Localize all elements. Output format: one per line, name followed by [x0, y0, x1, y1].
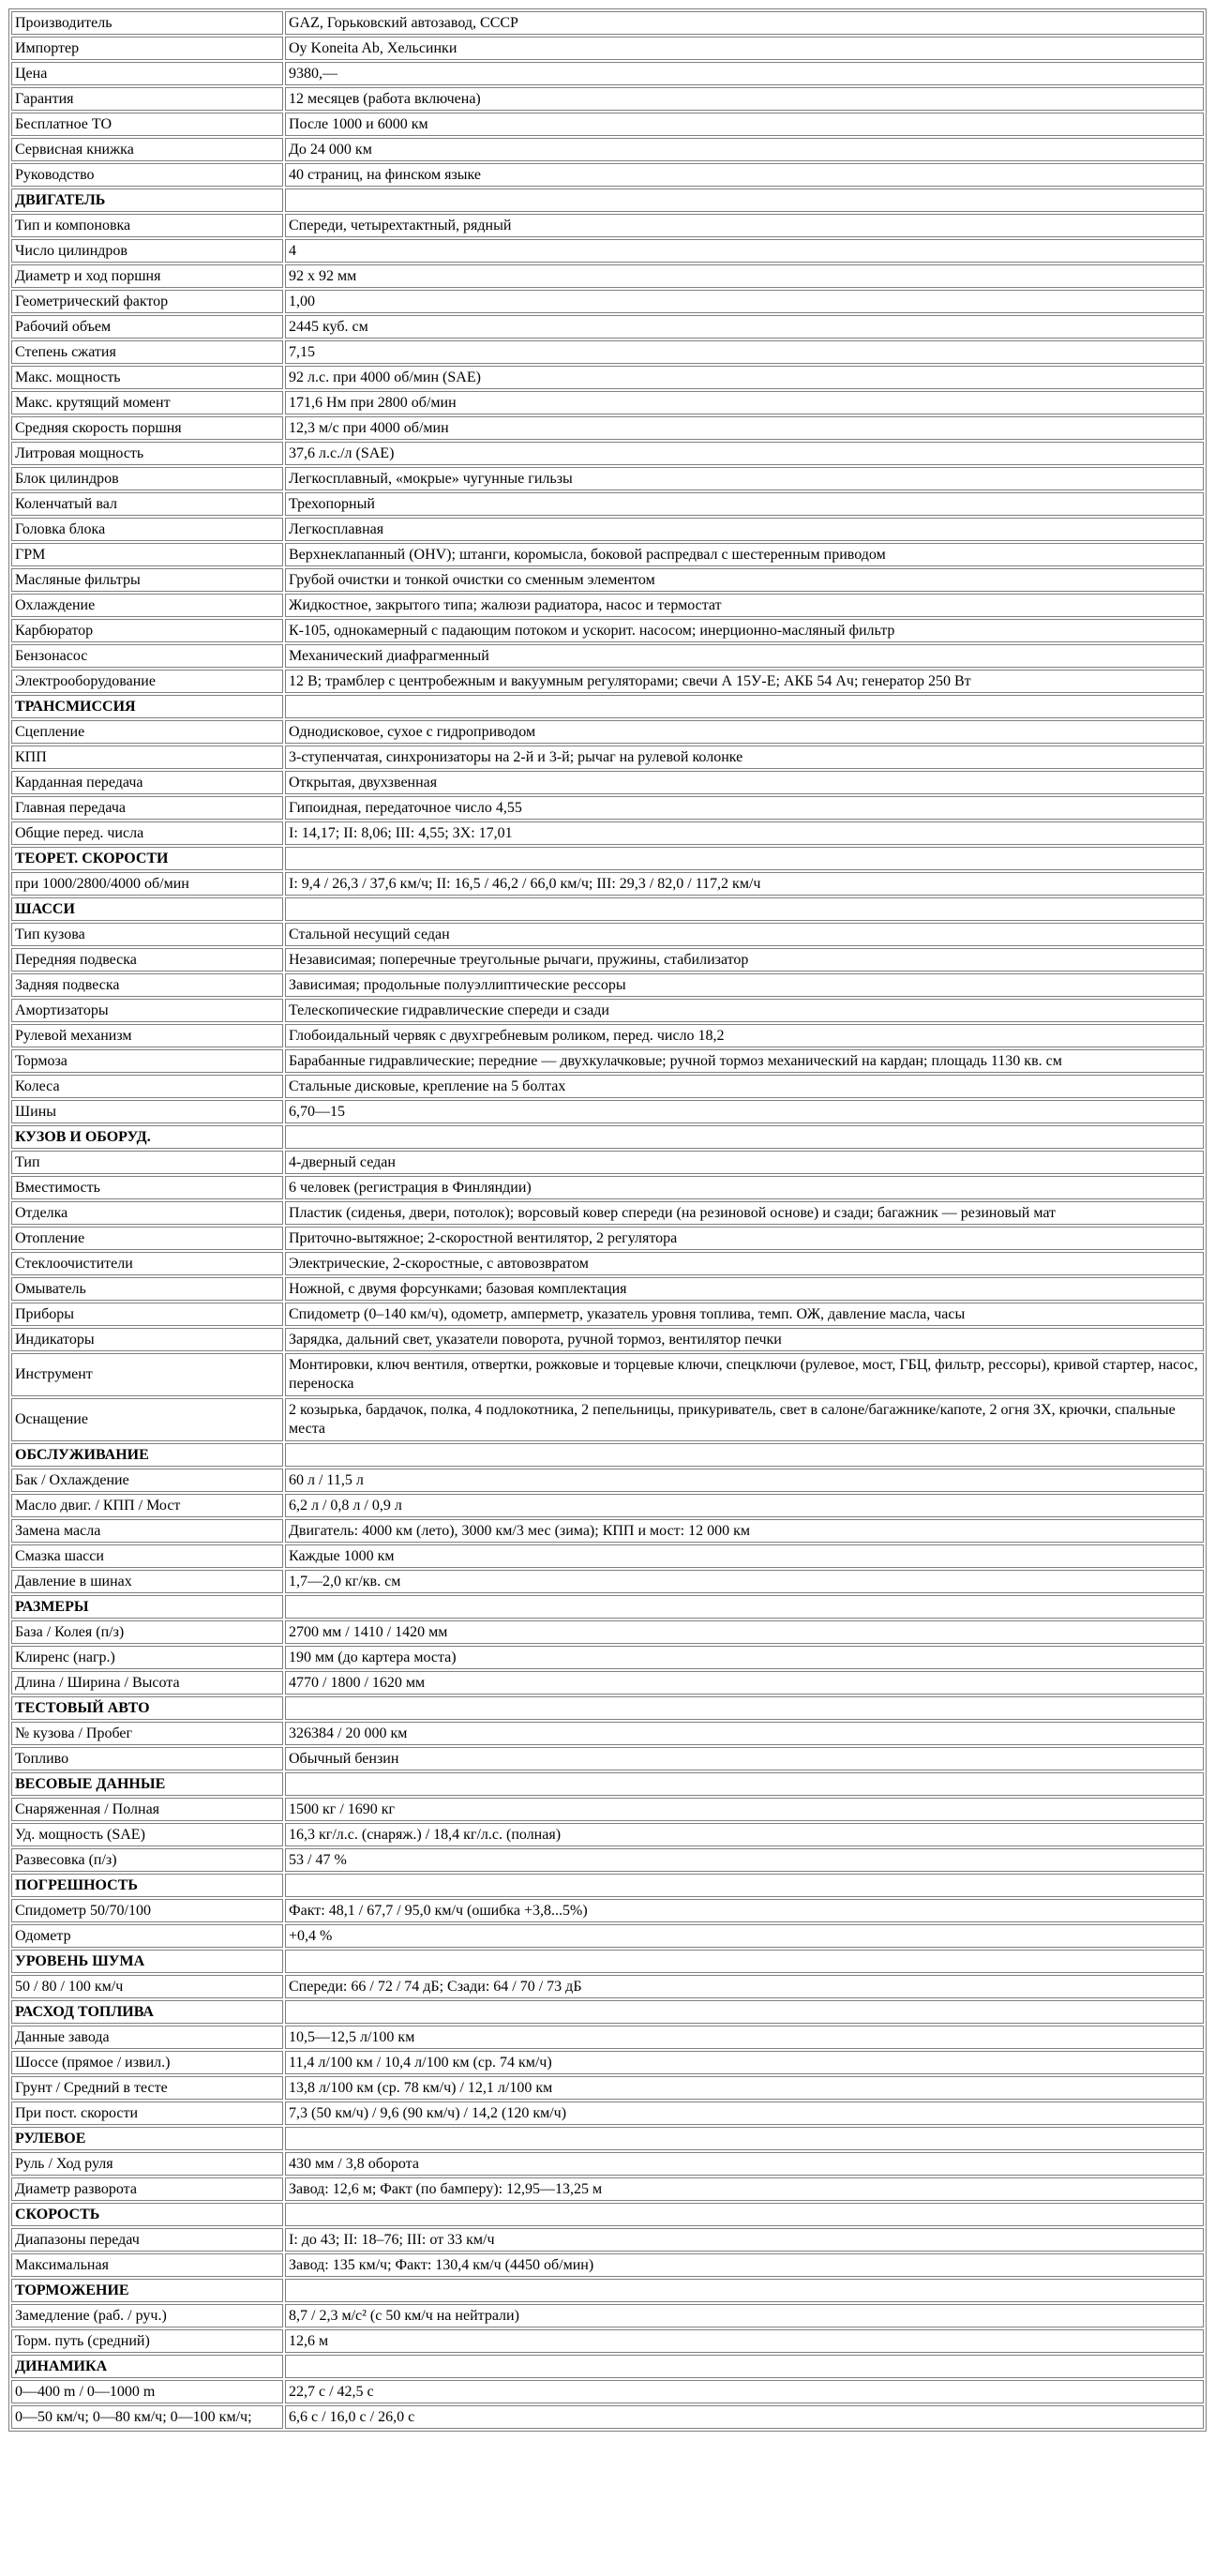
spec-value: I: 9,4 / 26,3 / 37,6 км/ч; II: 16,5 / 46,2 / 66,0 км/ч; III: 29,3 / 82,0 / 117,2 км/ч	[285, 872, 1204, 896]
spec-value: После 1000 и 6000 км	[285, 113, 1204, 136]
spec-label: Шоссе (прямое / извил.)	[11, 2051, 283, 2074]
spec-value: Однодисковое, сухое с гидроприводом	[285, 720, 1204, 744]
table-row	[11, 1201, 1204, 1225]
spec-value: 4-дверный седан	[285, 1151, 1204, 1174]
spec-label: Максимальная	[11, 2253, 283, 2277]
table-row	[11, 1975, 1204, 1998]
table-row	[11, 138, 1204, 161]
spec-label: Бензонасос	[11, 644, 283, 668]
table-row	[11, 340, 1204, 364]
section-heading: ТОРМОЖЕНИЕ	[11, 2279, 283, 2302]
spec-value: 6,6 с / 16,0 с / 26,0 с	[285, 2405, 1204, 2429]
table-row	[11, 1151, 1204, 1174]
spec-label: Геометрический фактор	[11, 290, 283, 313]
section-row	[11, 1950, 1204, 1973]
spec-label: Грунт / Средний в тесте	[11, 2076, 283, 2100]
section-heading: СКОРОСТЬ	[11, 2203, 283, 2226]
spec-value	[285, 1696, 1204, 1720]
spec-label: Шины	[11, 1100, 283, 1123]
table-row	[11, 1848, 1204, 1872]
spec-label: Рабочий объем	[11, 315, 283, 339]
spec-value	[285, 1595, 1204, 1619]
spec-value: Завод: 135 км/ч; Факт: 130,4 км/ч (4450 об/мин)	[285, 2253, 1204, 2277]
table-row	[11, 2101, 1204, 2125]
section-row	[11, 1874, 1204, 1897]
section-row	[11, 2279, 1204, 2302]
table-row	[11, 518, 1204, 541]
spec-value: 2 козырька, бардачок, полка, 4 подлокотника, 2 пепельницы, прикуриватель, свет в салоне/багажнике/капоте, 2 огня ЗХ, крючки, спальные места	[285, 1398, 1204, 1441]
table-row	[11, 2177, 1204, 2201]
spec-label: Одометр	[11, 1924, 283, 1948]
table-row	[11, 1469, 1204, 1492]
section-heading: ПОГРЕШНОСТЬ	[11, 1874, 283, 1897]
table-row	[11, 746, 1204, 769]
spec-value: 22,7 с / 42,5 с	[285, 2380, 1204, 2403]
spec-label: Руль / Ход руля	[11, 2152, 283, 2176]
table-row	[11, 391, 1204, 414]
spec-value: 53 / 47 %	[285, 1848, 1204, 1872]
table-row	[11, 1398, 1204, 1441]
spec-table-body	[11, 11, 1204, 2429]
section-row	[11, 2203, 1204, 2226]
spec-label: Оснащение	[11, 1398, 283, 1441]
spec-label: Макс. крутящий момент	[11, 391, 283, 414]
table-row	[11, 1823, 1204, 1846]
spec-value: 171,6 Нм при 2800 об/мин	[285, 391, 1204, 414]
spec-label: Охлаждение	[11, 594, 283, 617]
spec-value: Пластик (сиденья, двери, потолок); ворсовый ковер спереди (на резиновой основе) и сзади; багажник — резиновый мат	[285, 1201, 1204, 1225]
table-row	[11, 239, 1204, 263]
table-row	[11, 87, 1204, 111]
spec-label: Данные завода	[11, 2026, 283, 2049]
spec-label: Средняя скорость поршня	[11, 416, 283, 440]
spec-value	[285, 1874, 1204, 1897]
spec-label: Отделка	[11, 1201, 283, 1225]
spec-value: 12 месяцев (работа включена)	[285, 87, 1204, 111]
table-row	[11, 315, 1204, 339]
table-row	[11, 1646, 1204, 1669]
spec-label: Макс. мощность	[11, 366, 283, 389]
spec-value: Приточно-вытяжное; 2-скоростной вентилятор, 2 регулятора	[285, 1227, 1204, 1250]
spec-value: Электрические, 2-скоростные, с автовозвратом	[285, 1252, 1204, 1275]
table-row	[11, 821, 1204, 845]
spec-value	[285, 2279, 1204, 2302]
spec-label: Карбюратор	[11, 619, 283, 642]
spec-value: 16,3 кг/л.с. (снаряж.) / 18,4 кг/л.с. (полная)	[285, 1823, 1204, 1846]
spec-table	[8, 8, 1207, 2432]
spec-label: Тормоза	[11, 1049, 283, 1073]
section-row	[11, 1696, 1204, 1720]
spec-label: ГРМ	[11, 543, 283, 566]
spec-label: Импортер	[11, 37, 283, 60]
table-row	[11, 2253, 1204, 2277]
spec-value: Трехопорный	[285, 492, 1204, 516]
spec-value: 1500 кг / 1690 кг	[285, 1798, 1204, 1821]
spec-label: Бесплатное ТО	[11, 113, 283, 136]
table-row	[11, 1722, 1204, 1745]
spec-label: Амортизаторы	[11, 999, 283, 1022]
spec-label: Главная передача	[11, 796, 283, 820]
section-row	[11, 695, 1204, 718]
section-heading: ТЕСТОВЫЙ АВТО	[11, 1696, 283, 1720]
section-heading: ДИНАМИКА	[11, 2355, 283, 2378]
spec-value: 1,00	[285, 290, 1204, 313]
spec-label: Электрооборудование	[11, 670, 283, 693]
spec-value: 92 x 92 мм	[285, 264, 1204, 288]
table-row	[11, 796, 1204, 820]
spec-value	[285, 2203, 1204, 2226]
spec-value	[285, 1772, 1204, 1796]
spec-value: I: 14,17; II: 8,06; III: 4,55; ЗХ: 17,01	[285, 821, 1204, 845]
spec-label: Коленчатый вал	[11, 492, 283, 516]
spec-label: Топливо	[11, 1747, 283, 1770]
spec-value: Жидкостное, закрытого типа; жалюзи радиатора, насос и термостат	[285, 594, 1204, 617]
table-row	[11, 1176, 1204, 1199]
spec-value: Глобоидальный червяк с двухгребневым роликом, перед. число 18,2	[285, 1024, 1204, 1047]
spec-value: Механический диафрагменный	[285, 644, 1204, 668]
spec-label: Сцепление	[11, 720, 283, 744]
table-row	[11, 2228, 1204, 2252]
spec-label: Масляные фильтры	[11, 568, 283, 592]
section-row	[11, 188, 1204, 212]
table-row	[11, 720, 1204, 744]
table-row	[11, 543, 1204, 566]
spec-label: 0—400 m / 0—1000 m	[11, 2380, 283, 2403]
section-row	[11, 1125, 1204, 1149]
spec-value: GAZ, Горьковский автозавод, СССР	[285, 11, 1204, 35]
spec-label: Индикаторы	[11, 1328, 283, 1351]
section-row	[11, 1443, 1204, 1467]
spec-label: Приборы	[11, 1303, 283, 1326]
table-row	[11, 999, 1204, 1022]
section-row	[11, 1595, 1204, 1619]
table-row	[11, 948, 1204, 972]
spec-value	[285, 2000, 1204, 2024]
spec-value: Зависимая; продольные полуэллиптические рессоры	[285, 973, 1204, 997]
spec-value: Факт: 48,1 / 67,7 / 95,0 км/ч (ошибка +3,8...5%)	[285, 1899, 1204, 1922]
table-row	[11, 2076, 1204, 2100]
spec-label: Бак / Охлаждение	[11, 1469, 283, 1492]
spec-value: 13,8 л/100 км (ср. 78 км/ч) / 12,1 л/100 км	[285, 2076, 1204, 2100]
spec-value: 3-ступенчатая, синхронизаторы на 2-й и 3-й; рычаг на рулевой колонке	[285, 746, 1204, 769]
spec-value: Стальные дисковые, крепление на 5 болтах	[285, 1075, 1204, 1098]
spec-value	[285, 695, 1204, 718]
table-row	[11, 1277, 1204, 1301]
table-row	[11, 416, 1204, 440]
spec-value: Монтировки, ключ вентиля, отвертки, рожковые и торцевые ключи, спецключи (рулевое, мост, ГБЦ, фильтр, рессоры), кривой стартер, насос, переноска	[285, 1353, 1204, 1396]
spec-label: Торм. путь (средний)	[11, 2329, 283, 2353]
spec-value: 1,7—2,0 кг/кв. см	[285, 1570, 1204, 1593]
spec-value: Независимая; поперечные треугольные рычаги, пружины, стабилизатор	[285, 948, 1204, 972]
spec-label: Масло двиг. / КПП / Мост	[11, 1494, 283, 1517]
spec-value: 7,3 (50 км/ч) / 9,6 (90 км/ч) / 14,2 (120 км/ч)	[285, 2101, 1204, 2125]
spec-label: Стеклоочистители	[11, 1252, 283, 1275]
spec-value: Зарядка, дальний свет, указатели поворота, ручной тормоз, вентилятор печки	[285, 1328, 1204, 1351]
table-row	[11, 163, 1204, 187]
table-row	[11, 670, 1204, 693]
table-row	[11, 366, 1204, 389]
spec-label: Тип кузова	[11, 923, 283, 946]
spec-value: 10,5—12,5 л/100 км	[285, 2026, 1204, 2049]
section-row	[11, 847, 1204, 870]
table-row	[11, 11, 1204, 35]
spec-label: Замедление (раб. / руч.)	[11, 2304, 283, 2327]
table-row	[11, 1494, 1204, 1517]
table-row	[11, 568, 1204, 592]
spec-label: Уд. мощность (SAE)	[11, 1823, 283, 1846]
spec-value: 6,70—15	[285, 1100, 1204, 1123]
section-heading: ДВИГАТЕЛЬ	[11, 188, 283, 212]
spec-label: Снаряженная / Полная	[11, 1798, 283, 1821]
section-row	[11, 897, 1204, 921]
spec-value	[285, 2355, 1204, 2378]
spec-label: Гарантия	[11, 87, 283, 111]
spec-value	[285, 1125, 1204, 1149]
spec-value: Гипоидная, передаточное число 4,55	[285, 796, 1204, 820]
spec-label: при 1000/2800/4000 об/мин	[11, 872, 283, 896]
table-row	[11, 973, 1204, 997]
section-heading: РАСХОД ТОПЛИВА	[11, 2000, 283, 2024]
spec-value: 11,4 л/100 км / 10,4 л/100 км (ср. 74 км/ч)	[285, 2051, 1204, 2074]
spec-value: 92 л.с. при 4000 об/мин (SAE)	[285, 366, 1204, 389]
spec-value: 2445 куб. см	[285, 315, 1204, 339]
spec-label: Блок цилиндров	[11, 467, 283, 490]
spec-label: Задняя подвеска	[11, 973, 283, 997]
spec-label: Рулевой механизм	[11, 1024, 283, 1047]
table-row	[11, 214, 1204, 237]
table-row	[11, 1899, 1204, 1922]
table-row	[11, 1075, 1204, 1098]
spec-value: Стальной несущий седан	[285, 923, 1204, 946]
table-row	[11, 1024, 1204, 1047]
spec-label: База / Колея (п/з)	[11, 1620, 283, 1644]
section-heading: КУЗОВ И ОБОРУД.	[11, 1125, 283, 1149]
spec-label: Литровая мощность	[11, 442, 283, 465]
spec-label: Руководство	[11, 163, 283, 187]
table-row	[11, 1519, 1204, 1543]
spec-value: Завод: 12,6 м; Факт (по бамперу): 12,95—13,25 м	[285, 2177, 1204, 2201]
table-row	[11, 1252, 1204, 1275]
spec-value: Ножной, с двумя форсунками; базовая комплектация	[285, 1277, 1204, 1301]
table-row	[11, 2380, 1204, 2403]
table-row	[11, 1049, 1204, 1073]
section-heading: ОБСЛУЖИВАНИЕ	[11, 1443, 283, 1467]
spec-label: Спидометр 50/70/100	[11, 1899, 283, 1922]
spec-label: При пост. скорости	[11, 2101, 283, 2125]
spec-value: Каждые 1000 км	[285, 1544, 1204, 1568]
spec-value: Легкосплавный, «мокрые» чугунные гильзы	[285, 467, 1204, 490]
spec-label: № кузова / Пробег	[11, 1722, 283, 1745]
spec-label: Смазка шасси	[11, 1544, 283, 1568]
spec-value: Открытая, двухзвенная	[285, 771, 1204, 794]
table-row	[11, 62, 1204, 85]
table-row	[11, 1353, 1204, 1396]
section-heading: ВЕСОВЫЕ ДАННЫЕ	[11, 1772, 283, 1796]
table-row	[11, 2304, 1204, 2327]
table-row	[11, 1303, 1204, 1326]
spec-label: Развесовка (п/з)	[11, 1848, 283, 1872]
spec-label: 0—50 км/ч; 0—80 км/ч; 0—100 км/ч;	[11, 2405, 283, 2429]
spec-value: Телескопические гидравлические спереди и сзади	[285, 999, 1204, 1022]
spec-label: Диаметр и ход поршня	[11, 264, 283, 288]
table-row	[11, 264, 1204, 288]
table-row	[11, 1227, 1204, 1250]
spec-label: Цена	[11, 62, 283, 85]
spec-label: Вместимость	[11, 1176, 283, 1199]
spec-label: Степень сжатия	[11, 340, 283, 364]
spec-label: Головка блока	[11, 518, 283, 541]
spec-label: Клиренс (нагр.)	[11, 1646, 283, 1669]
section-heading: ШАССИ	[11, 897, 283, 921]
spec-label: 50 / 80 / 100 км/ч	[11, 1975, 283, 1998]
spec-value: До 24 000 км	[285, 138, 1204, 161]
table-row	[11, 1328, 1204, 1351]
spec-value: Грубой очистки и тонкой очистки со сменным элементом	[285, 568, 1204, 592]
spec-value: 2700 мм / 1410 / 1420 мм	[285, 1620, 1204, 1644]
spec-value	[285, 897, 1204, 921]
section-heading: РАЗМЕРЫ	[11, 1595, 283, 1619]
table-row	[11, 2026, 1204, 2049]
spec-value: Спереди, четырехтактный, рядный	[285, 214, 1204, 237]
spec-value: 326384 / 20 000 км	[285, 1722, 1204, 1745]
table-row	[11, 1570, 1204, 1593]
spec-value: 8,7 / 2,3 м/с² (с 50 км/ч на нейтрали)	[285, 2304, 1204, 2327]
spec-value: Обычный бензин	[285, 1747, 1204, 1770]
spec-label: Омыватель	[11, 1277, 283, 1301]
table-row	[11, 290, 1204, 313]
spec-value: 12,6 м	[285, 2329, 1204, 2353]
table-row	[11, 1924, 1204, 1948]
spec-label: Производитель	[11, 11, 283, 35]
table-row	[11, 771, 1204, 794]
table-row	[11, 1100, 1204, 1123]
table-row	[11, 113, 1204, 136]
section-row	[11, 1772, 1204, 1796]
spec-label: Инструмент	[11, 1353, 283, 1396]
spec-value: Спереди: 66 / 72 / 74 дБ; Сзади: 64 / 70 / 73 дБ	[285, 1975, 1204, 1998]
spec-label: Общие перед. числа	[11, 821, 283, 845]
spec-value	[285, 847, 1204, 870]
table-row	[11, 644, 1204, 668]
table-row	[11, 2405, 1204, 2429]
spec-value: Верхнеклапанный (OHV); штанги, коромысла, боковой распредвал с шестеренным приводом	[285, 543, 1204, 566]
spec-value	[285, 1443, 1204, 1467]
table-row	[11, 442, 1204, 465]
table-row	[11, 2329, 1204, 2353]
spec-label: Число цилиндров	[11, 239, 283, 263]
spec-value: Спидометр (0–140 км/ч), одометр, амперметр, указатель уровня топлива, темп. ОЖ, давление масла, часы	[285, 1303, 1204, 1326]
table-row	[11, 1544, 1204, 1568]
spec-value	[285, 188, 1204, 212]
table-row	[11, 1747, 1204, 1770]
spec-label: Колеса	[11, 1075, 283, 1098]
spec-value: 430 мм / 3,8 оборота	[285, 2152, 1204, 2176]
spec-value: К-105, однокамерный с падающим потоком и ускорит. насосом; инерционно-масляный фильтр	[285, 619, 1204, 642]
spec-value: Oy Koneita Ab, Хельсинки	[285, 37, 1204, 60]
section-heading: ТРАНСМИССИЯ	[11, 695, 283, 718]
table-row	[11, 594, 1204, 617]
section-row	[11, 2000, 1204, 2024]
spec-value: 4	[285, 239, 1204, 263]
spec-value	[285, 1950, 1204, 1973]
spec-label: Диаметр разворота	[11, 2177, 283, 2201]
spec-value: 190 мм (до картера моста)	[285, 1646, 1204, 1669]
section-heading: ТЕОРЕТ. СКОРОСТИ	[11, 847, 283, 870]
spec-value: 4770 / 1800 / 1620 мм	[285, 1671, 1204, 1695]
table-row	[11, 923, 1204, 946]
spec-value: +0,4 %	[285, 1924, 1204, 1948]
spec-label: Длина / Ширина / Высота	[11, 1671, 283, 1695]
table-row	[11, 1620, 1204, 1644]
spec-value: 60 л / 11,5 л	[285, 1469, 1204, 1492]
spec-value: 6 человек (регистрация в Финляндии)	[285, 1176, 1204, 1199]
table-row	[11, 872, 1204, 896]
spec-label: Замена масла	[11, 1519, 283, 1543]
spec-label: КПП	[11, 746, 283, 769]
table-row	[11, 37, 1204, 60]
spec-label: Карданная передача	[11, 771, 283, 794]
spec-label: Тип и компоновка	[11, 214, 283, 237]
spec-value: 37,6 л.с./л (SAE)	[285, 442, 1204, 465]
spec-label: Передняя подвеска	[11, 948, 283, 972]
section-heading: РУЛЕВОЕ	[11, 2127, 283, 2150]
section-row	[11, 2355, 1204, 2378]
table-row	[11, 2152, 1204, 2176]
spec-label: Отопление	[11, 1227, 283, 1250]
spec-label: Тип	[11, 1151, 283, 1174]
spec-value: 12 В; трамблер с центробежным и вакуумным регуляторами; свечи А 15У-Е; АКБ 54 Ач; генератор 250 Вт	[285, 670, 1204, 693]
table-row	[11, 467, 1204, 490]
spec-value: Барабанные гидравлические; передние — двухкулачковые; ручной тормоз механический на кардан; площадь 1130 кв. см	[285, 1049, 1204, 1073]
spec-value: 12,3 м/с при 4000 об/мин	[285, 416, 1204, 440]
spec-value: I: до 43; II: 18–76; III: от 33 км/ч	[285, 2228, 1204, 2252]
spec-value	[285, 2127, 1204, 2150]
spec-value: Легкосплавная	[285, 518, 1204, 541]
table-row	[11, 2051, 1204, 2074]
table-row	[11, 619, 1204, 642]
table-row	[11, 1798, 1204, 1821]
spec-value: Двигатель: 4000 км (лето), 3000 км/3 мес (зима); КПП и мост: 12 000 км	[285, 1519, 1204, 1543]
section-row	[11, 2127, 1204, 2150]
section-heading: УРОВЕНЬ ШУМА	[11, 1950, 283, 1973]
spec-label: Диапазоны передач	[11, 2228, 283, 2252]
spec-label: Давление в шинах	[11, 1570, 283, 1593]
spec-value: 6,2 л / 0,8 л / 0,9 л	[285, 1494, 1204, 1517]
table-row	[11, 492, 1204, 516]
spec-value: 40 страниц, на финском языке	[285, 163, 1204, 187]
spec-value: 7,15	[285, 340, 1204, 364]
table-row	[11, 1671, 1204, 1695]
spec-value: 9380,—	[285, 62, 1204, 85]
spec-label: Сервисная книжка	[11, 138, 283, 161]
